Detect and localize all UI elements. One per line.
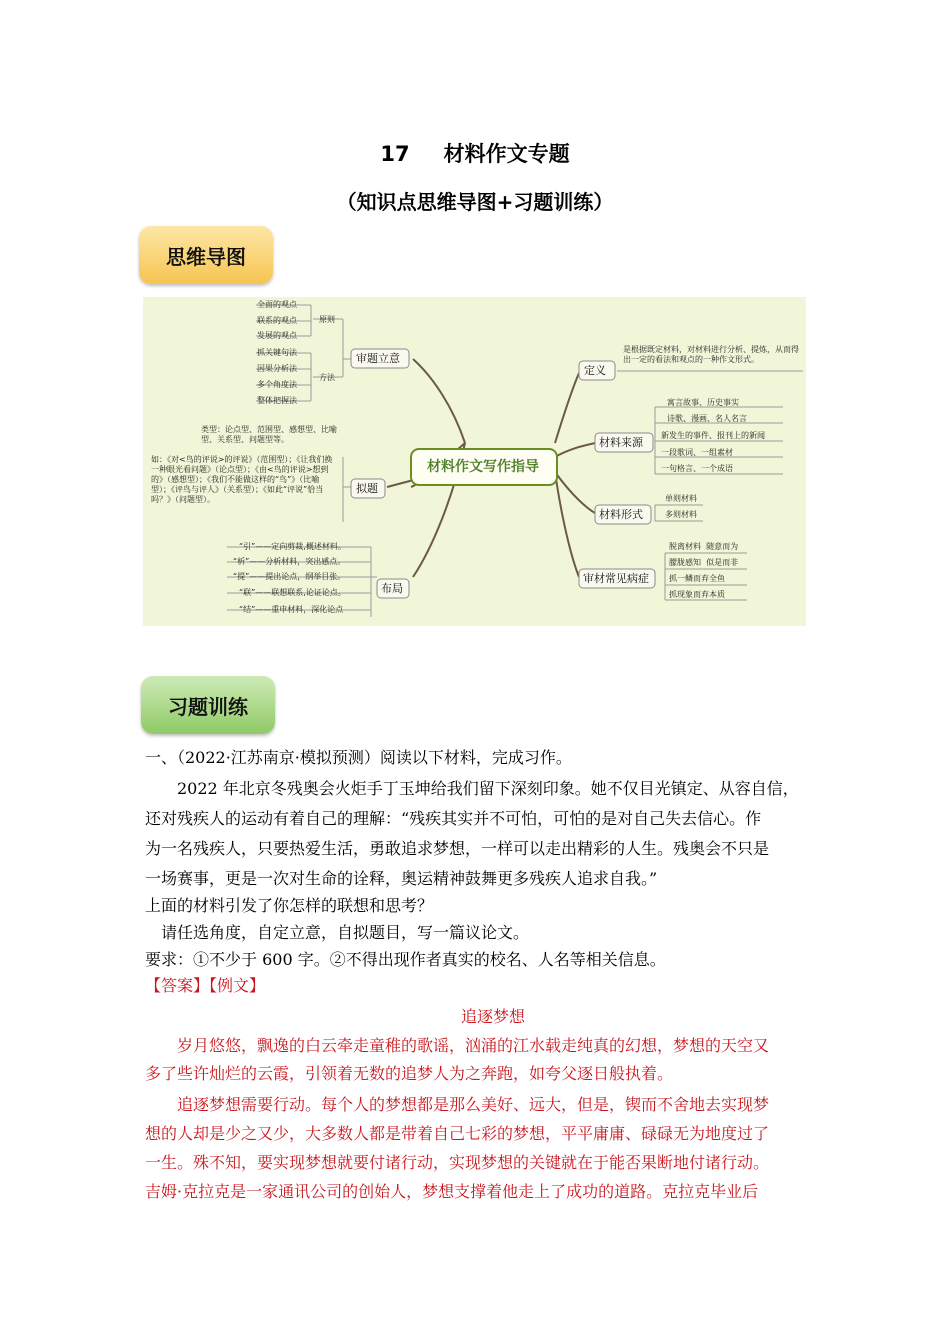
mindmap-center-node: 材料作文写作指导 — [427, 459, 539, 475]
question-line: 一、（2022·江苏南京·模拟预测）阅读以下材料，完成习作。 — [145, 748, 572, 767]
mindmap-leaf: 新发生的事件、报刊上的新闻 — [661, 431, 765, 440]
mindmap-node-buju: 布局 — [381, 582, 403, 595]
mindmap-node-bingzheng: 审材常见病症 — [583, 572, 649, 585]
mindmap-leaf: 一句格言、一个成语 — [661, 464, 733, 473]
mindmap-node-fangfa: 方法 — [319, 373, 335, 382]
mindmap-leaf: “引”——定向剪裁,概述材料。 — [239, 542, 346, 551]
question-requirement: 要求：①不少于 600 字。②不得出现作者真实的校名、人名等相关信息。 — [145, 950, 666, 969]
mindmap-leaf: 因果分析法 — [257, 364, 297, 373]
material-line: 2022 年北京冬残奥会火炬手丁玉坤给我们留下深刻印象。她不仅目光镇定、从容自信， — [177, 779, 799, 798]
mindmap-leaf: 寓言故事、历史事实 — [667, 398, 739, 407]
mindmap-leaf: 抓一鳞而弃全鱼 — [669, 574, 725, 583]
essay-line: 岁月悠悠，飘逸的白云牵走童稚的歌谣，汹涌的江水载走纯真的幻想，梦想的天空又 — [177, 1036, 770, 1055]
mindmap-leaf: 抓现象而弃本质 — [669, 590, 725, 599]
mindmap-leaf: 朦胧感知 似是而非 — [669, 558, 739, 567]
essay-title: 追逐梦想 — [460, 1007, 525, 1026]
mindmap-node-laiyuan: 材料来源 — [599, 436, 643, 449]
mindmap-leaf: 发展的观点 — [257, 331, 297, 340]
mindmap-leaf: 全面的观点 — [257, 300, 297, 309]
mindmap-section-badge: 思维导图 — [139, 226, 273, 284]
mindmap-niti-types: 类型：论点型、范围型、感想型、比喻型、关系型、问题型等。 — [201, 425, 337, 444]
material-line: 还对残疾人的运动有着自己的理解：“残疾其实并不可怕，可怕的是对自己失去信心。作 — [145, 809, 762, 828]
answer-label: 【答案】【例文】 — [145, 976, 266, 995]
exercise-section-badge: 习题训练 — [141, 676, 275, 734]
question-prompt: 上面的材料引发了你怎样的联想和思考？ — [145, 896, 434, 915]
mindmap-leaf: 整体把握法 — [257, 396, 297, 405]
mindmap-leaf: 抓关键句法 — [257, 348, 297, 357]
mindmap-leaf: 诗歌、漫画、名人名言 — [667, 414, 747, 423]
mindmap-node-xingshi: 材料形式 — [599, 508, 643, 521]
question-instruction: 请任选角度，自定立意，自拟题目，写一篇议论文。 — [161, 923, 530, 942]
essay-line: 一生。殊不知，要实现梦想就要付诸行动，实现梦想的关键就在于能否果断地付诸行动。 — [145, 1153, 770, 1172]
mindmap-dingyi-text: 是根据既定材料，对材料进行分析、提炼，从而得出一定的看法和观点的一种作文形式。 — [623, 345, 799, 364]
mindmap-leaf: “提”——提出论点，纲举目张。 — [233, 572, 346, 581]
mindmap-leaf: “析”——分析材料，突出感点。 — [233, 557, 346, 566]
mindmap-leaf: 单则材料 — [665, 494, 697, 503]
mindmap-node-niti: 拟题 — [356, 482, 378, 495]
mindmap-node-yuanze: 原则 — [319, 315, 335, 324]
mindmap-leaf: 联系的观点 — [257, 316, 297, 325]
mindmap-leaf: 多则材料 — [665, 510, 697, 519]
page-subtitle: （知识点思维导图+习题训练） — [336, 190, 614, 214]
mindmap-niti-examples: 如：《对<鸟的评说>的评说》（范围型）；《让我们换一种眼光看问题》（论点型）；《由<鸟的评说>想到的》（感想型）；《我们不能做这样的“鸟”》（比喻型）；《评鸟与评人》（关系型）；《如此“评说”恰当吗？》（问题型）。 — [151, 455, 333, 504]
mindmap-leaf: “联”——联想联系,论证论点。 — [239, 588, 346, 597]
material-line: 为一名残疾人，只要热爱生活，勇敢追求梦想，一样可以走出精彩的人生。残奥会不只是 — [145, 839, 770, 858]
essay-line: 想的人却是少之又少，大多数人都是带着自己七彩的梦想，平平庸庸、碌碌无为地度过了 — [145, 1124, 770, 1143]
page-title — [0, 138, 950, 168]
mindmap-leaf: “结”——重申材料，深化论点 — [239, 605, 344, 614]
mindmap-node-dingyi: 定义 — [584, 364, 606, 377]
mindmap-leaf: 脱离材料 随意而为 — [669, 542, 739, 551]
chapter-number: 17 — [380, 142, 410, 166]
mindmap-leaf: 一段歌词、一组素材 — [661, 448, 733, 457]
mindmap-leaf: 多个角度法 — [257, 380, 297, 389]
mindmap-node-shenti: 审题立意 — [356, 352, 400, 365]
mindmap-image — [143, 297, 806, 626]
material-line: 一场赛事，更是一次对生命的诠释，奥运精神鼓舞更多残疾人追求自我。” — [145, 869, 658, 888]
essay-line: 多了些许灿烂的云霞，引领着无数的追梦人为之奔跑，如夸父逐日般执着。 — [145, 1064, 674, 1083]
essay-line: 吉姆·克拉克是一家通讯公司的创始人，梦想支撑着他走上了成功的道路。克拉克毕业后 — [145, 1182, 759, 1201]
essay-line: 追逐梦想需要行动。每个人的梦想都是那么美好、远大，但是，锲而不舍地去实现梦 — [177, 1095, 770, 1114]
chapter-title: 材料作文专题 — [443, 142, 570, 166]
